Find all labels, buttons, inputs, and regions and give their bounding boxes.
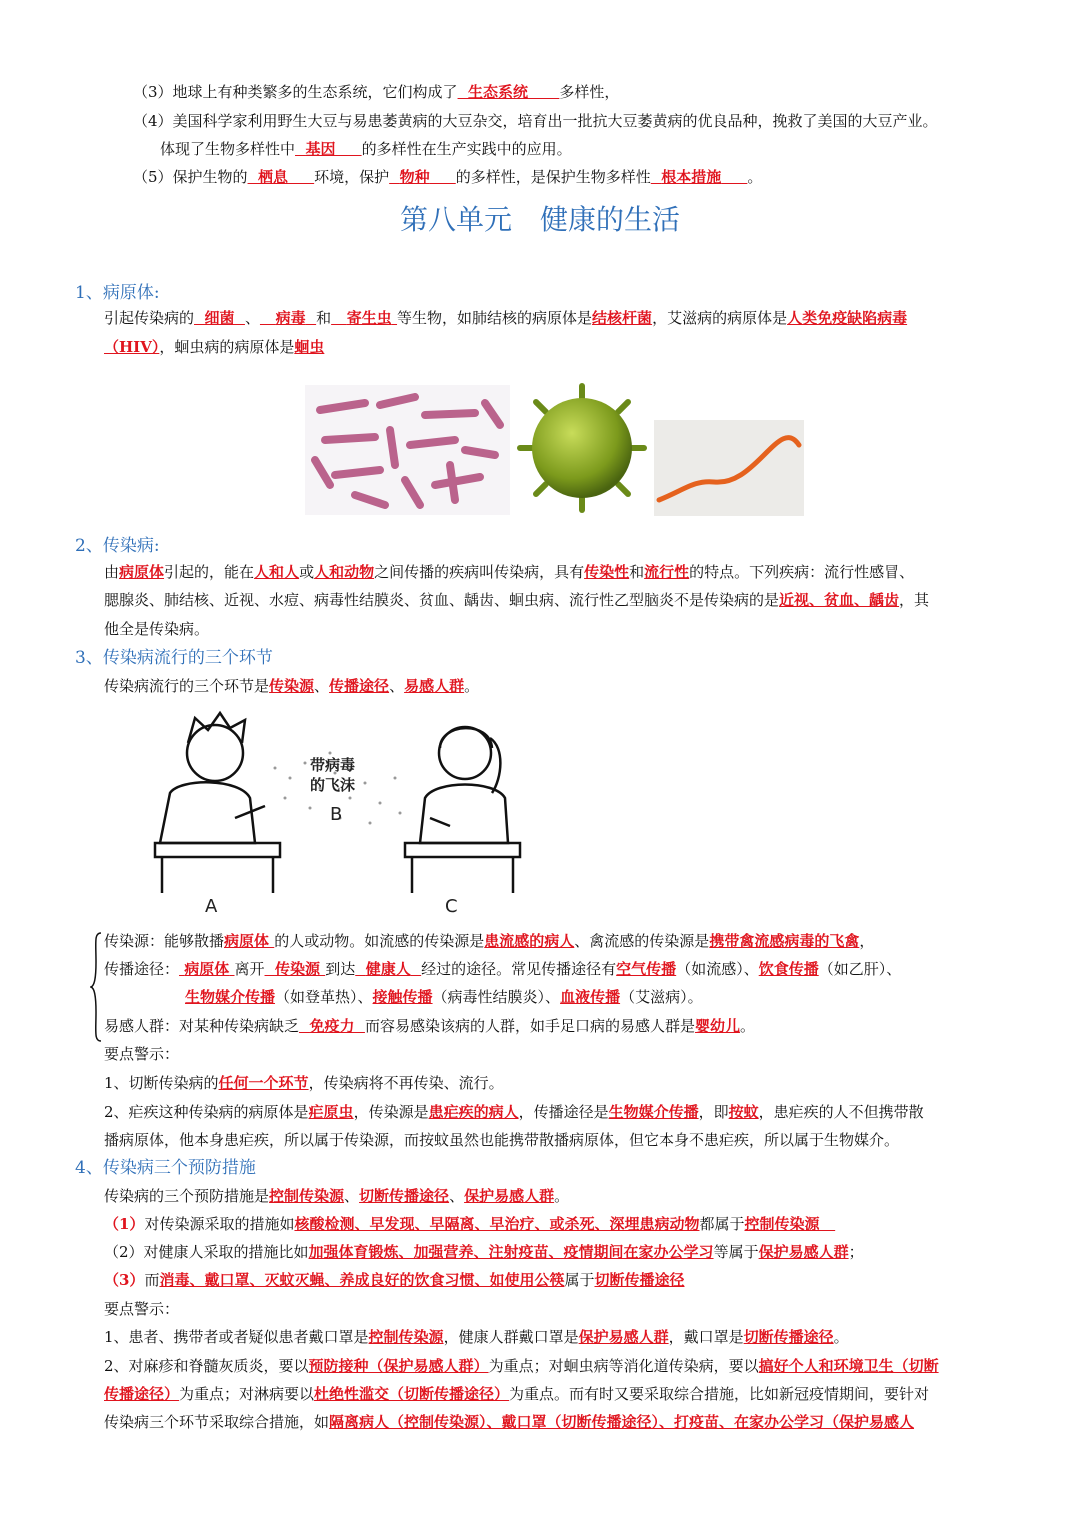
para-soybean-2: 体现了生物多样性中 基因 的多样性在生产实践中的应用。 bbox=[160, 140, 572, 158]
para-infectious-3: 他全是传染病。 bbox=[104, 620, 210, 638]
warning-1-point-2: 2、疟疾这种传染病的病原体是疟原虫，传染源是患疟疾的病人，传播途径是生物媒介传播，即按蚊，患疟疾的人不但携带散 bbox=[104, 1103, 924, 1121]
para-ecosystem: （3）地球上有种类繁多的生态系统，它们构成了 生态系统 多样性， bbox=[133, 83, 620, 101]
para-soybean: （4）美国科学家利用野生大豆与易患萎黄病的大豆杂交，培育出一批抗大豆萎黄病的优良品种，挽救了美国的大豆产业。 bbox=[133, 112, 938, 130]
def-route: 传播途径： 病原体 离开 传染源 到达 健康人 经过的途径。常见传播途径有空气传播（如流感）、饮食传播（如乙肝）、 bbox=[104, 960, 902, 978]
roundworm-image bbox=[654, 420, 804, 516]
warning-1-point-1: 1、切断传染病的任何一个环节，传染病将不再传染、流行。 bbox=[104, 1074, 504, 1092]
para-infectious-2: 腮腺炎、肺结核、近视、水痘、病毒性结膜炎、贫血、龋齿、蛔虫病、流行性乙型脑炎不是传染病的是近视、贫血、龋齿，其 bbox=[104, 591, 930, 609]
warning-2-point-2: 2、对麻疹和脊髓灰质炎，要以预防接种（保护易感人群）为重点；对蛔虫病等消化道传染病，要以搞好个人和环境卫生（切断 bbox=[104, 1357, 939, 1375]
prevention-measure-2: （2）对健康人采取的措施比如加强体育锻炼、加强营养、注射疫苗、疫情期间在家办公学习等属于保护易感人群； bbox=[104, 1243, 864, 1261]
section-heading-prevention: 4、传染病三个预防措施 bbox=[75, 1158, 256, 1178]
def-route-2: 生物媒介传播（如登革热）、接触传播（病毒性结膜炎）、血液传播（艾滋病）。 bbox=[185, 988, 703, 1006]
fig-label-A: A bbox=[205, 896, 218, 917]
fig-label-droplet-1: 带病毒 bbox=[310, 756, 356, 774]
def-source: 传染源：能够散播病原体 的人或动物。如流感的传染源是患流感的病人、禽流感的传染源是携带禽流感病毒的飞禽， bbox=[104, 932, 875, 950]
droplet-illustration bbox=[140, 708, 530, 918]
virus-image bbox=[512, 378, 652, 518]
para-pathogen-2: （HIV），蛔虫病的病原体是蛔虫 bbox=[104, 338, 325, 356]
warning-label-1: 要点警示： bbox=[104, 1045, 180, 1063]
unit-title: 第八单元 健康的生活 bbox=[399, 203, 680, 236]
para-infectious: 由病原体引起的，能在人和人或人和动物之间传播的疾病叫传染病，具有传染性和流行性的特点。下列疾病：流行性感冒、 bbox=[104, 563, 915, 581]
fig-label-C: C bbox=[445, 896, 458, 917]
warning-1-point-2-cont: 播病原体，他本身患疟疾，所以属于传染源，而按蚊虽然也能携带散播病原体，但它本身不患疟疾，所以属于生物媒介。 bbox=[104, 1131, 900, 1149]
warning-label-2: 要点警示： bbox=[104, 1300, 180, 1318]
fig-label-B: B bbox=[330, 804, 343, 825]
prevention-measure-3: （3）而消毒、戴口罩、灭蚊灭蝇、养成良好的饮食习惯、如使用公筷属于切断传播途径 bbox=[104, 1271, 685, 1289]
para-prevention: 传染病的三个预防措施是控制传染源、切断传播途径、保护易感人群。 bbox=[104, 1187, 570, 1205]
bacteria-image bbox=[305, 385, 510, 515]
prevention-measure-1: （1）对传染源采取的措施如核酸检测、早发现、早隔离、早治疗、或杀死、深埋患病动物都属于控制传染源 bbox=[104, 1215, 820, 1233]
fig-label-droplet-2: 的飞沫 bbox=[310, 776, 356, 794]
warning-2-point-2-cont: 传播途径）为重点；对淋病要以杜绝性滥交（切断传播途径）为重点。而有时又要采取综合措施，比如新冠疫情期间，要针对 bbox=[104, 1385, 930, 1403]
warning-2-point-2-cont-2: 传染病三个环节采取综合措施，如隔离病人（控制传染源）、戴口罩（切断传播途径）、打疫苗、在家办公学习（保护易感人 bbox=[104, 1413, 915, 1431]
warning-2-point-1: 1、患者、携带者或者疑似患者戴口罩是控制传染源，健康人群戴口罩是保护易感人群，戴口罩是切断传播途径。 bbox=[104, 1328, 849, 1346]
section-heading-three-links: 3、传染病流行的三个环节 bbox=[75, 648, 273, 668]
brace bbox=[90, 932, 102, 1042]
para-three-links: 传染病流行的三个环节是传染源、传播途径、易感人群。 bbox=[104, 677, 480, 695]
section-heading-pathogen: 1、病原体: bbox=[75, 283, 160, 303]
def-susceptible: 易感人群：对某种传染病缺乏 免疫力 而容易感染该病的人群，如手足口病的易感人群是婴幼儿。 bbox=[104, 1017, 755, 1035]
section-heading-infectious: 2、传染病: bbox=[75, 536, 160, 556]
para-pathogen: 引起传染病的 细菌 、 病毒 和 寄生虫 等生物，如肺结核的病原体是结核杆菌，艾滋病的病原体是人类免疫缺陷病毒 bbox=[104, 309, 908, 327]
para-protect: （5）保护生物的 栖息 环境，保护 物种 的多样性，是保护生物多样性 根本措施 。 bbox=[133, 168, 763, 186]
